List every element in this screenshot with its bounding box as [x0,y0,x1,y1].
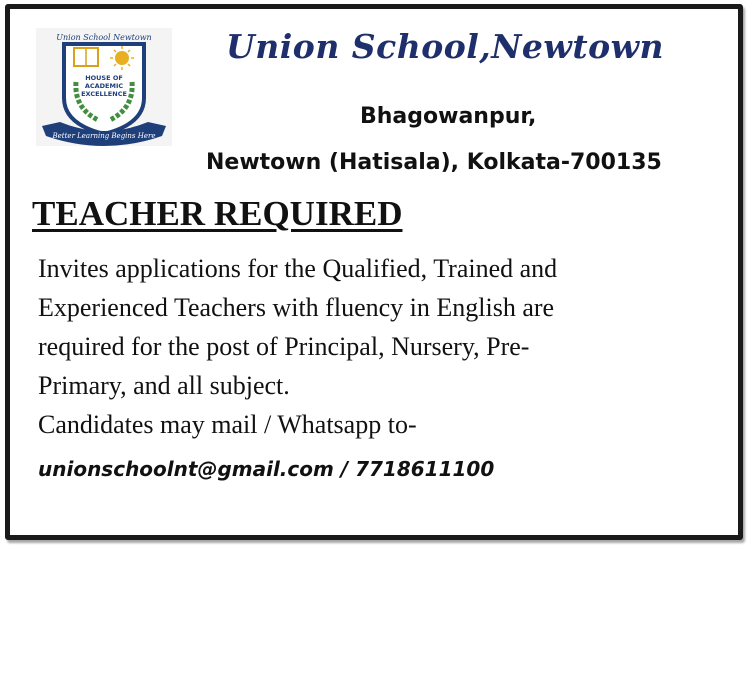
body-line: Invites applications for the Qualified, Trained and [38,254,558,283]
body-line: Candidates may mail / Whatsapp to- [38,410,417,439]
logo-shield-line-1: HOUSE OF [85,74,123,82]
body-line: Primary, and all subject. [38,371,290,400]
address-line-1: Bhagowanpur, [360,104,537,129]
school-name: Union School,Newtown [226,27,664,66]
headline: TEACHER REQUIRED [32,194,403,233]
logo-shield-line-2: ACADEMIC [84,82,124,90]
body-text [38,249,678,444]
address-line-2: Newtown (Hatisala), Kolkata-700135 [206,150,662,175]
body-line: required for the post of Principal, Nursery, Pre- [38,332,530,361]
body-line: Experienced Teachers with fluency in English are [38,293,555,322]
advertisement-card [5,4,743,540]
logo-top-text: Union School Newtown [56,33,152,42]
logo-ribbon-text: Better Learning Begins Here [52,132,156,140]
logo-shield-line-3: EXCELLENCE [81,90,127,98]
school-logo [36,28,172,146]
sun-icon [115,51,129,65]
contact-details: unionschoolnt@gmail.com / 7718611100 [38,457,495,481]
